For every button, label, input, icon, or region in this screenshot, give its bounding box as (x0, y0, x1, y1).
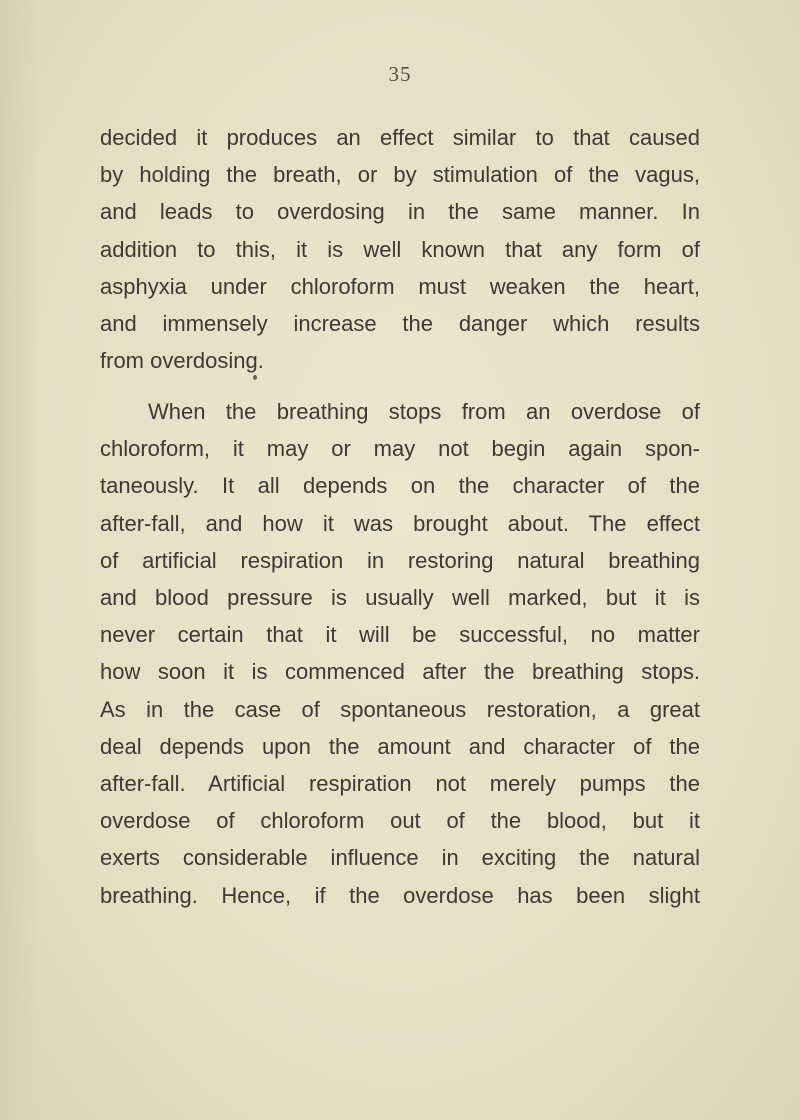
paragraph-line: never certain that it will be successful, no matter (100, 622, 700, 648)
paragraph-line: and blood pressure is usually well marked, but it is (100, 585, 700, 611)
paragraph-line: When the breathing stops from an overdose of (148, 399, 700, 424)
paragraph-line: how soon it is commenced after the breathing stops. (100, 659, 700, 685)
paragraph-1 (100, 119, 700, 379)
ink-speck (253, 375, 257, 380)
paragraph-2 (100, 393, 700, 914)
paragraph-line: after-fall. Artificial respiration not merely pumps the (100, 771, 700, 797)
paragraph-line: As in the case of spontaneous restoration, a great (100, 696, 700, 722)
paragraph-line: overdose of chloroform out of the blood, but it (100, 808, 700, 834)
paragraph-line: of artificial respiration in restoring natural breathing (100, 547, 700, 573)
paragraph-line: addition to this, it is well known that any form of (100, 236, 700, 262)
paragraph-line: after-fall, and how it was brought about. The effect (100, 510, 700, 536)
paragraph-line: taneously. It all depends on the character of the (100, 473, 700, 499)
paragraph-line: exerts considerable influence in exciting the natural (100, 845, 700, 871)
spine-shadow (0, 0, 40, 1120)
paragraph-line: deal depends upon the amount and character of the (100, 733, 700, 759)
paragraph-line: and immensely increase the danger which results (100, 311, 700, 337)
page-number: 35 (388, 62, 412, 86)
paragraph-line: by holding the breath, or by stimulation of the vagus, (100, 162, 700, 188)
paragraph-line: and leads to overdosing in the same manner. In (100, 199, 700, 225)
paragraph-line: breathing. Hence, if the overdose has been slight (100, 882, 700, 908)
paragraph-line: chloroform, it may or may not begin again spon- (100, 436, 700, 462)
paragraph-line: from overdosing. (100, 348, 264, 374)
paragraph-line: asphyxia under chloroform must weaken the heart, (100, 273, 700, 299)
paragraph-line: decided it produces an effect similar to that caused (100, 125, 700, 150)
